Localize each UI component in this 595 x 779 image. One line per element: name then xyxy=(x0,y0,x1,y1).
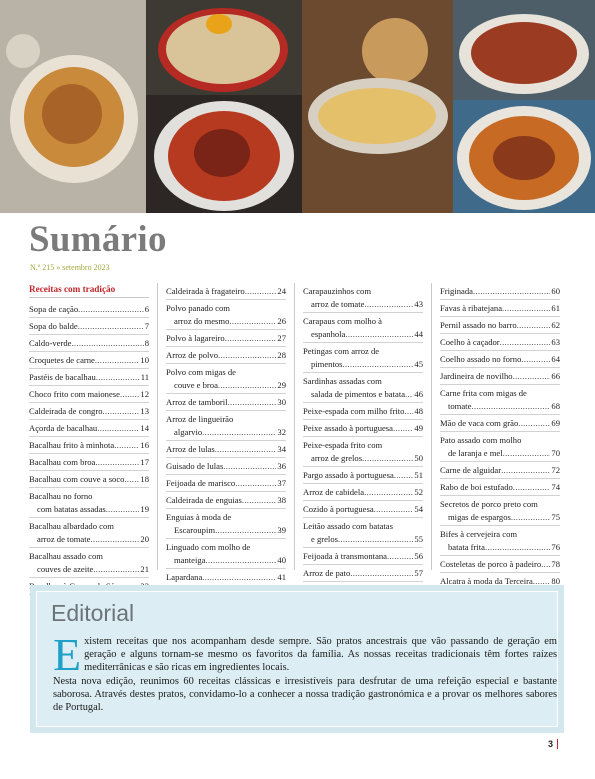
entry-title: Coelho à caçador xyxy=(440,336,500,347)
entry-title: espanhola xyxy=(311,328,346,339)
dot-leader xyxy=(95,456,139,469)
contents-entry[interactable] xyxy=(440,368,560,385)
entry-page: 66 xyxy=(551,370,560,381)
contents-entry[interactable] xyxy=(166,492,286,509)
entry-title: Arroz de polvo xyxy=(166,349,219,360)
contents-entry[interactable] xyxy=(303,403,423,420)
dot-leader xyxy=(97,422,139,435)
dot-leader xyxy=(245,285,277,298)
entry-title-line: Secretos de porco preto com xyxy=(440,498,538,509)
entry-page: 74 xyxy=(551,481,560,492)
contents-entry[interactable] xyxy=(29,386,149,403)
contents-entry[interactable] xyxy=(29,437,149,454)
dot-leader xyxy=(235,477,276,490)
entry-page: 30 xyxy=(277,396,286,407)
contents-entry[interactable] xyxy=(440,283,560,300)
dot-leader xyxy=(93,563,139,576)
entry-page: 17 xyxy=(140,456,149,467)
entry-page: 11 xyxy=(140,371,149,382)
entry-page: 48 xyxy=(414,405,423,416)
dot-leader xyxy=(242,494,277,507)
entry-title: Cozido à portuguesa xyxy=(303,503,374,514)
entry-title: Lapardana xyxy=(166,571,203,582)
contents-entry[interactable] xyxy=(166,539,286,569)
entry-title: Guisado de lulas xyxy=(166,460,224,471)
entry-page: 6 xyxy=(144,303,149,314)
entry-title: manteiga xyxy=(174,554,206,565)
dot-leader xyxy=(502,302,550,315)
dot-leader xyxy=(518,417,550,430)
contents-entry[interactable] xyxy=(29,335,149,352)
contents-entry[interactable] xyxy=(166,283,286,300)
dot-leader xyxy=(218,349,276,362)
entry-page: 64 xyxy=(551,353,560,364)
entry-page: 46 xyxy=(414,388,423,399)
entry-page: 63 xyxy=(551,336,560,347)
dot-leader xyxy=(95,354,140,367)
photo-baked-fish xyxy=(302,0,453,213)
dot-leader xyxy=(511,511,551,524)
entry-title: Peixe-espada com milho frito xyxy=(303,405,405,416)
contents-entry[interactable] xyxy=(303,437,423,467)
contents-entry[interactable] xyxy=(303,373,423,403)
entry-title: Pargo assado à portuguesa xyxy=(303,469,394,480)
entry-title: Bacalhau com couve a soco xyxy=(29,473,125,484)
photo-mosaic xyxy=(0,0,595,213)
dot-leader xyxy=(503,447,551,460)
contents-entry[interactable] xyxy=(29,518,149,548)
editorial-title: Editorial xyxy=(51,600,135,626)
contents-entry[interactable] xyxy=(166,300,286,330)
entry-title: arroz de grelos xyxy=(311,452,363,463)
entry-title: couves de azeite xyxy=(37,563,94,574)
dot-leader xyxy=(218,379,277,392)
entry-title: algarvio xyxy=(174,426,203,437)
dot-leader xyxy=(228,396,277,409)
entry-page: 80 xyxy=(551,575,560,586)
contents-entry[interactable] xyxy=(29,420,149,437)
entry-title: Bacalhau com broa xyxy=(29,456,96,467)
entry-title: Croquetes de carne xyxy=(29,354,95,365)
entry-page: 16 xyxy=(140,439,149,450)
column-divider xyxy=(294,283,295,570)
page-title: Sumário xyxy=(29,219,167,260)
contents-entry[interactable] xyxy=(440,300,560,317)
entry-page: 27 xyxy=(277,332,286,343)
entry-title: Arroz de cabidela xyxy=(303,486,365,497)
entry-page: 38 xyxy=(277,494,286,505)
contents-entry[interactable] xyxy=(440,462,560,479)
entry-title: Alcatra à moda da Terceira xyxy=(440,575,533,586)
editorial-paragraph-2: Nesta nova edição, reunimos 60 receitas clássicas e irresistíveis para desfrutar de uma refeição especial e bastante saborosa. Através destes pratos, convidamo-lo a conhecer a nossa tradição gastronómica e a provar os melhores sabores de Portugal. xyxy=(53,675,557,714)
dot-leader xyxy=(229,315,276,328)
entry-title: batata frita xyxy=(448,541,485,552)
entry-title: salada de pimentos e batata xyxy=(311,388,406,399)
entry-title-line: Enguias à moda de xyxy=(166,511,232,522)
entry-page: 68 xyxy=(551,400,560,411)
entry-page: 24 xyxy=(277,285,286,296)
entry-page: 43 xyxy=(414,298,423,309)
contents-entry[interactable] xyxy=(303,484,423,501)
dot-leader xyxy=(215,524,276,537)
entry-title: com batatas assadas xyxy=(37,503,106,514)
entry-page: 34 xyxy=(277,443,286,454)
entry-page: 8 xyxy=(144,337,149,348)
dot-leader xyxy=(394,469,414,482)
entry-page: 36 xyxy=(277,460,286,471)
dot-leader xyxy=(96,371,140,384)
dot-leader xyxy=(404,405,413,418)
entry-page: 75 xyxy=(551,511,560,522)
entry-title: Caldeirada de congro xyxy=(29,405,103,416)
section-title: Receitas com tradição xyxy=(29,283,149,298)
contents-entry[interactable] xyxy=(303,313,423,343)
contents-entry[interactable] xyxy=(29,301,149,318)
dot-leader xyxy=(501,464,550,477)
entry-page: 21 xyxy=(140,563,149,574)
entry-page: 13 xyxy=(140,405,149,416)
dot-leader xyxy=(225,332,277,345)
entry-title: Friginada xyxy=(440,285,473,296)
contents-column-1 xyxy=(29,283,149,595)
contents-entry[interactable] xyxy=(29,403,149,420)
contents-entry[interactable] xyxy=(440,334,560,351)
editorial-text xyxy=(53,629,557,714)
entry-page: 60 xyxy=(551,285,560,296)
contents-entry[interactable] xyxy=(29,369,149,386)
entry-title-line: Leitão assado com batatas xyxy=(303,520,393,531)
dot-leader xyxy=(374,503,414,516)
entry-page: 29 xyxy=(277,379,286,390)
photo-bacalhau-pan xyxy=(146,0,302,95)
contents-entry[interactable] xyxy=(440,556,560,573)
dot-leader xyxy=(202,571,276,584)
dot-leader xyxy=(471,400,550,413)
entry-title: Arroz de tamboril xyxy=(166,396,228,407)
contents-entry[interactable] xyxy=(166,475,286,492)
dot-leader xyxy=(517,319,551,332)
entry-title: Sopa de cação xyxy=(29,303,79,314)
entry-title-line: Carapaus com molho à xyxy=(303,315,382,326)
contents-column-2 xyxy=(166,283,286,603)
entry-title: Sopa do balde xyxy=(29,320,78,331)
dropcap: E xyxy=(53,629,82,680)
contents-column-3 xyxy=(303,283,423,599)
entry-title: migas de espargos xyxy=(448,511,511,522)
entry-page: 69 xyxy=(551,417,560,428)
contents-entry[interactable] xyxy=(440,317,560,334)
entry-title-line: Petingas com arroz de xyxy=(303,345,380,356)
contents-entry[interactable] xyxy=(29,318,149,335)
entry-page: 57 xyxy=(414,567,423,578)
entry-title: couve e broa xyxy=(174,379,218,390)
contents-entry[interactable] xyxy=(166,458,286,475)
entry-page: 44 xyxy=(414,328,423,339)
entry-page: 39 xyxy=(277,524,286,535)
contents-entry[interactable] xyxy=(440,479,560,496)
dot-leader xyxy=(106,503,140,516)
contents-entry[interactable] xyxy=(303,501,423,518)
entry-title-line: Arroz de lingueirão xyxy=(166,413,234,424)
dot-leader xyxy=(364,298,413,311)
dot-leader xyxy=(387,550,413,563)
dot-leader xyxy=(513,481,551,494)
entry-title: pimentos xyxy=(311,358,343,369)
contents-entry[interactable] xyxy=(166,394,286,411)
entry-page: 72 xyxy=(551,464,560,475)
entry-title: Jardineira de novilho xyxy=(440,370,513,381)
dot-leader xyxy=(78,320,144,333)
dot-leader xyxy=(202,426,276,439)
entry-page: 61 xyxy=(551,302,560,313)
entry-page: 19 xyxy=(140,503,149,514)
contents-entry[interactable] xyxy=(440,351,560,368)
entry-title: Favas à ribatejana xyxy=(440,302,503,313)
contents-entry[interactable] xyxy=(29,471,149,488)
dot-leader xyxy=(362,452,413,465)
entry-title-line: Peixe-espada frito com xyxy=(303,439,383,450)
entry-title-line: Linguado com molho de xyxy=(166,541,251,552)
dot-leader xyxy=(103,405,140,418)
contents-entry[interactable] xyxy=(303,283,423,313)
contents-entry[interactable] xyxy=(303,548,423,565)
dot-leader xyxy=(124,473,139,486)
entry-title: Arroz de pato xyxy=(303,567,351,578)
contents-entry[interactable] xyxy=(440,496,560,526)
entry-title-line: Carne frita com migas de xyxy=(440,387,527,398)
entry-page: 10 xyxy=(140,354,149,365)
dot-leader xyxy=(206,554,277,567)
dot-leader xyxy=(215,443,277,456)
contents-entry[interactable] xyxy=(440,432,560,462)
dot-leader xyxy=(405,388,413,401)
contents-entry[interactable] xyxy=(166,347,286,364)
entry-page: 18 xyxy=(140,473,149,484)
contents-entry[interactable] xyxy=(29,548,149,578)
entry-title: Peixe assado à portuguesa xyxy=(303,422,393,433)
entry-title: Polvo à lagareiro xyxy=(166,332,225,343)
dot-leader xyxy=(521,353,550,366)
entry-page: 56 xyxy=(414,550,423,561)
entry-title: Bacalhau frito à minhota xyxy=(29,439,115,450)
dot-leader xyxy=(513,370,551,383)
entry-title: e grelos xyxy=(311,533,338,544)
contents-entry[interactable] xyxy=(303,420,423,437)
entry-page: 62 xyxy=(551,319,560,330)
entry-title: Carne de alguidar xyxy=(440,464,502,475)
entry-page: 55 xyxy=(414,533,423,544)
entry-title-line: Bacalhau assado com xyxy=(29,550,103,561)
entry-title-line: Pato assado com molho xyxy=(440,434,522,445)
contents-entry[interactable] xyxy=(166,364,286,394)
entry-title: tomate xyxy=(448,400,472,411)
contents-entry[interactable] xyxy=(29,454,149,471)
page-number: 3 xyxy=(548,739,558,749)
dot-leader xyxy=(500,336,551,349)
entry-title-line: Polvo com migas de xyxy=(166,366,236,377)
contents-entry[interactable] xyxy=(303,343,423,373)
entry-page: 50 xyxy=(414,452,423,463)
entry-title: Arroz de lulas xyxy=(166,443,215,454)
entry-page: 40 xyxy=(277,554,286,565)
contents-entry[interactable] xyxy=(166,330,286,347)
entry-page: 54 xyxy=(414,503,423,514)
dot-leader xyxy=(485,541,550,554)
entry-title: Coelho assado no forno xyxy=(440,353,522,364)
entry-page: 45 xyxy=(414,358,423,369)
contents-entry[interactable] xyxy=(166,569,286,586)
entry-title: Feijoada à transmontana xyxy=(303,550,387,561)
entry-title-line: Bacalhau albardado com xyxy=(29,520,114,531)
dot-leader xyxy=(541,558,550,571)
entry-page: 70 xyxy=(551,447,560,458)
entry-title: arroz do mesmo xyxy=(174,315,230,326)
photo-stew-plate xyxy=(453,0,595,100)
entry-page: 28 xyxy=(277,349,286,360)
editorial-paragraph-1: xistem receitas que nos acompanham desde sempre. São pratos ancestrais que vão passando de geração em geração e alguns tornam-se mesmo os favoritos da família. As nossas receitas tradicionais têm fortes raízes mediterrânicas e são ricas em ingredientes locais. xyxy=(84,636,557,674)
entry-title: Pernil assado no barro xyxy=(440,319,517,330)
contents-entry[interactable] xyxy=(29,488,149,518)
entry-page: 37 xyxy=(277,477,286,488)
contents-entry[interactable] xyxy=(166,441,286,458)
column-divider xyxy=(431,283,432,570)
entry-page: 41 xyxy=(277,571,286,582)
entry-page: 12 xyxy=(140,388,149,399)
editorial-frame xyxy=(36,591,558,727)
contents-entry[interactable] xyxy=(29,352,149,369)
entry-page: 20 xyxy=(140,533,149,544)
entry-title: Feijoada de marisco xyxy=(166,477,236,488)
dot-leader xyxy=(120,388,139,401)
dot-leader xyxy=(338,533,413,546)
contents-entry[interactable] xyxy=(166,411,286,441)
entry-title: arroz de tomate xyxy=(37,533,91,544)
entry-title-line: Polvo panado com xyxy=(166,302,230,313)
photo-octopus-rice xyxy=(146,95,302,213)
entry-page: 78 xyxy=(551,558,560,569)
dot-leader xyxy=(364,486,413,499)
entry-title-line: Bifes à cervejeira com xyxy=(440,528,518,539)
entry-title: Pastéis de bacalhau xyxy=(29,371,96,382)
contents-entry[interactable] xyxy=(440,385,560,415)
dot-leader xyxy=(473,285,550,298)
entry-page: 14 xyxy=(140,422,149,433)
entry-page: 7 xyxy=(144,320,149,331)
editorial-box xyxy=(30,585,564,733)
entry-title: Açorda de bacalhau xyxy=(29,422,98,433)
dot-leader xyxy=(350,567,413,580)
contents-entry[interactable] xyxy=(440,415,560,432)
dot-leader xyxy=(393,422,413,435)
issue-info: N.º 215 » setembro 2023 xyxy=(30,263,110,272)
entry-title: arroz de tomate xyxy=(311,298,365,309)
contents-entry[interactable] xyxy=(303,518,423,548)
dot-leader xyxy=(71,337,143,350)
dot-leader xyxy=(345,328,413,341)
dot-leader xyxy=(223,460,276,473)
contents-entry[interactable] xyxy=(303,565,423,582)
entry-title-line: Carapauzinhos com xyxy=(303,285,372,296)
dot-leader xyxy=(78,303,144,316)
entry-page: 49 xyxy=(414,422,423,433)
entry-title-line: Sardinhas assadas com xyxy=(303,375,382,386)
entry-title: Rabo de boi estufado xyxy=(440,481,513,492)
contents-entry[interactable] xyxy=(440,526,560,556)
column-divider xyxy=(157,283,158,570)
contents-column-4 xyxy=(440,283,560,607)
photo-roast-plate xyxy=(453,100,595,213)
entry-title: Choco frito com maionese xyxy=(29,388,120,399)
entry-page: 32 xyxy=(277,426,286,437)
entry-title-line: Bacalhau no forno xyxy=(29,490,93,501)
entry-page: 26 xyxy=(277,315,286,326)
contents-entry[interactable] xyxy=(303,467,423,484)
dot-leader xyxy=(343,358,414,371)
entry-page: 51 xyxy=(414,469,423,480)
entry-title: Escaroupim xyxy=(174,524,216,535)
entry-page: 52 xyxy=(414,486,423,497)
entry-title: Caldo-verde xyxy=(29,337,72,348)
entry-title: Caldeirada de enguias xyxy=(166,494,242,505)
entry-title: Mão de vaca com grão xyxy=(440,417,519,428)
entry-title: de laranja e mel xyxy=(448,447,503,458)
photo-soup-pot xyxy=(0,0,146,213)
contents-entry[interactable] xyxy=(166,509,286,539)
entry-title: Costeletas de porco à padeiro xyxy=(440,558,542,569)
dot-leader xyxy=(114,439,139,452)
dot-leader xyxy=(90,533,139,546)
entry-title: Caldeirada à fragateiro xyxy=(166,285,245,296)
entry-page: 76 xyxy=(551,541,560,552)
